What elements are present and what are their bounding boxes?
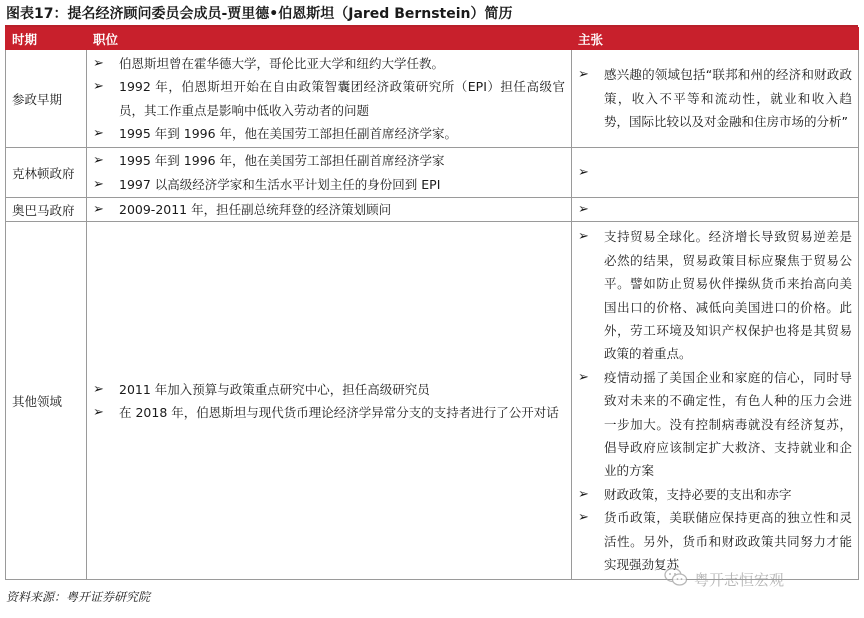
period-cell: 克林顿政府 — [6, 148, 87, 198]
table-row — [6, 222, 859, 580]
header-views: 主张 — [572, 28, 859, 50]
header-position: 职位 — [87, 28, 572, 50]
bullet-item: ➢ 1995 年到 1996 年，他在美国劳工部担任副首席经济学家 — [93, 149, 565, 172]
arrow-bullet-icon: ➢ — [578, 202, 589, 217]
bullet-item: ➢ 1992 年，伯恩斯坦开始在自由政策智囊团经济政策研究所（EPI）担任高级官员，其工作重点是影响中低收入劳动者的问题 — [93, 75, 565, 122]
arrow-bullet-icon: ➢ — [93, 381, 104, 397]
bullet-item: ➢ 支持贸易全球化。经济增长导致贸易逆差是必然的结果，贸易政策目标应聚焦于贸易公平。譬如防止贸易伙伴操纵货币来抬高向美国出口的价格、减低向美国进口的价格。此外，劳工环境及知识产权保护也将是其贸易政策的着重点。 — [578, 225, 852, 365]
views-cell — [572, 198, 859, 222]
source-note: 资料来源：粤开证券研究院 — [6, 590, 151, 604]
arrow-bullet-icon: ➢ — [578, 164, 589, 180]
watermark — [664, 566, 854, 592]
arrow-bullet-icon: ➢ — [578, 510, 589, 526]
figure-title: 图表17：提名经济顾问委员会成员-贾里德•伯恩斯坦（Jared Bernstein）简历 — [6, 6, 513, 22]
position-cell — [87, 148, 572, 198]
bullet-item: ➢ 财政政策，支持必要的支出和赤字 — [578, 483, 852, 506]
arrow-bullet-icon: ➢ — [93, 176, 104, 192]
bullet-item: ➢ 疫情动摇了美国企业和家庭的信心，同时导致对未来的不确定性，有色人种的压力会进一步加大。没有控制病毒就没有经济复苏，倡导政府应该制定扩大救济、支持就业和企业的方案 — [578, 366, 852, 483]
bullet-item — [578, 198, 852, 221]
watermark-text: 粤开志恒宏观 — [694, 570, 785, 589]
bullet-item: ➢ 伯恩斯坦曾在霍华德大学，哥伦比亚大学和纽约大学任教。 — [93, 52, 565, 75]
arrow-bullet-icon: ➢ — [578, 67, 589, 83]
table-row — [6, 148, 859, 198]
position-cell — [87, 222, 572, 580]
position-cell — [87, 198, 572, 222]
views-cell — [572, 50, 859, 148]
position-cell — [87, 50, 572, 148]
table-row — [6, 50, 859, 148]
bullet-item — [578, 161, 852, 184]
arrow-bullet-icon: ➢ — [93, 55, 104, 71]
views-cell — [572, 148, 859, 198]
bullet-item: ➢ 货币政策，美联储应保持更高的独立性和灵活性。另外，货币和财政政策共同努力才能实现强劲复苏 — [578, 506, 852, 576]
table-row — [6, 198, 859, 222]
bullet-item: ➢ 2009-2011 年，担任副总统拜登的经济策划顾问 — [93, 198, 565, 221]
arrow-bullet-icon: ➢ — [578, 486, 589, 502]
arrow-bullet-icon: ➢ — [93, 404, 104, 420]
period-cell: 奥巴马政府 — [6, 198, 87, 222]
header-period: 时期 — [6, 28, 87, 50]
views-cell — [572, 222, 859, 580]
arrow-bullet-icon: ➢ — [578, 369, 589, 385]
arrow-bullet-icon: ➢ — [93, 202, 104, 217]
table-header-row — [6, 28, 859, 50]
bullet-item: ➢ 感兴趣的领域包括“联邦和州的经济和财政政策，收入不平等和流动性，就业和收入趋势，国际比较以及对金融和住房市场的分析” — [578, 63, 852, 133]
bullet-item: ➢ 1997 以高级经济学家和生活水平计划主任的身份回到 EPI — [93, 173, 565, 196]
arrow-bullet-icon: ➢ — [578, 229, 589, 245]
bullet-item: ➢ 2011 年加入预算与政策重点研究中心，担任高级研究员 — [93, 378, 565, 401]
table-body — [6, 50, 859, 580]
period-cell: 其他领域 — [6, 222, 87, 580]
arrow-bullet-icon: ➢ — [93, 153, 104, 169]
period-cell: 参政早期 — [6, 50, 87, 148]
arrow-bullet-icon: ➢ — [93, 125, 104, 141]
arrow-bullet-icon: ➢ — [93, 79, 104, 95]
resume-table — [5, 27, 859, 580]
bullet-item: ➢ 在 2018 年，伯恩斯坦与现代货币理论经济学异常分支的支持者进行了公开对话 — [93, 401, 565, 424]
wechat-logo-icon — [664, 567, 688, 591]
bullet-item: ➢ 1995 年到 1996 年，他在美国劳工部担任副首席经济学家。 — [93, 122, 565, 145]
